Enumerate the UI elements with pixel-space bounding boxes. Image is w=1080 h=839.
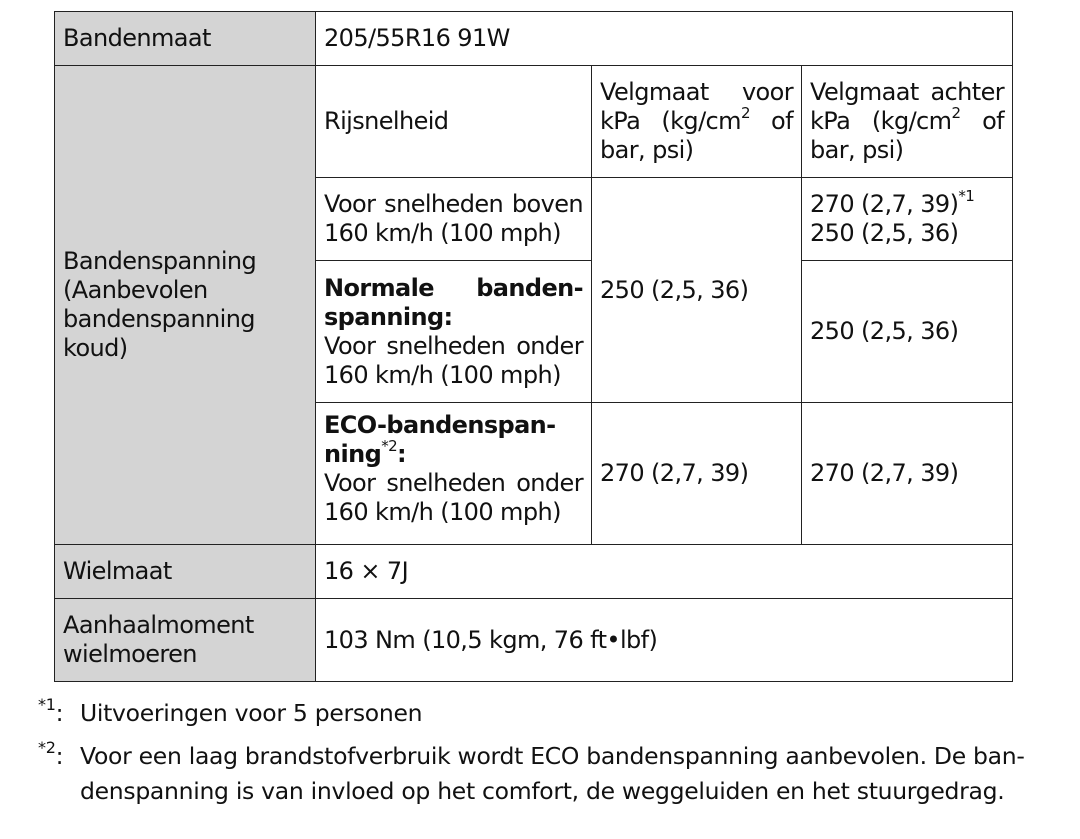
footnote-1: $^{*1}$: Uitvoeringen voor 5 personen: [38, 695, 423, 727]
rear-pressure-eco: 270 (2,7, 39): [802, 403, 1013, 545]
wheel-size-value: 16 × 7J: [316, 545, 1013, 599]
row-speed-above-160: Voor snelheden boven 160 km/h (100 mph): [316, 178, 592, 261]
torque-label: Aanhaalmoment wielmoeren: [55, 599, 316, 682]
tire-size-value: 205/55R16 91W: [316, 12, 1013, 66]
pressure-label: Bandenspanning (Aanbevolen bandenspanning koud): [55, 66, 316, 545]
rear-pressure-above-160: 270 (2,7, 39)$^{*1}$ 250 (2,5, 36): [802, 178, 1013, 261]
col-rear-header: Velgmaat achter kPa ($kg/cm^2$ of bar, psi): [802, 66, 1013, 178]
torque-value: 103 Nm (10,5 kgm, 76 ft•lbf): [316, 599, 1013, 682]
col-front-header: Velgmaat voor kPa ($kg/cm^2$ of bar, psi): [592, 66, 802, 178]
row-speed-normal: Normale banden-spanning: Voor snelheden onder 160 km/h (100 mph): [316, 261, 592, 403]
wheel-size-label: Wielmaat: [55, 545, 316, 599]
tire-spec-table: [54, 11, 1013, 682]
row-speed-eco: ECO-bandenspan-ning$^{*2}$: Voor snelheden onder 160 km/h (100 mph): [316, 403, 592, 545]
footnote-2: $^{*2}$: Voor een laag brandstofverbruik wordt ECO bandenspanning aanbevolen. De ban- denspanning is van invloed op het comfort, de weggeluiden en het stuurgedrag.: [38, 738, 1025, 805]
front-pressure-eco: 270 (2,7, 39): [592, 403, 802, 545]
front-pressure-normal: 250 (2,5, 36): [592, 178, 802, 403]
tire-size-label: Bandenmaat: [55, 12, 316, 66]
col-speed-header: Rijsnelheid: [316, 66, 592, 178]
rear-pressure-normal: 250 (2,5, 36): [802, 261, 1013, 403]
normal-pressure-heading: Normale banden-spanning:: [324, 273, 583, 331]
eco-pressure-heading: ECO-bandenspan-ning: [324, 411, 556, 468]
